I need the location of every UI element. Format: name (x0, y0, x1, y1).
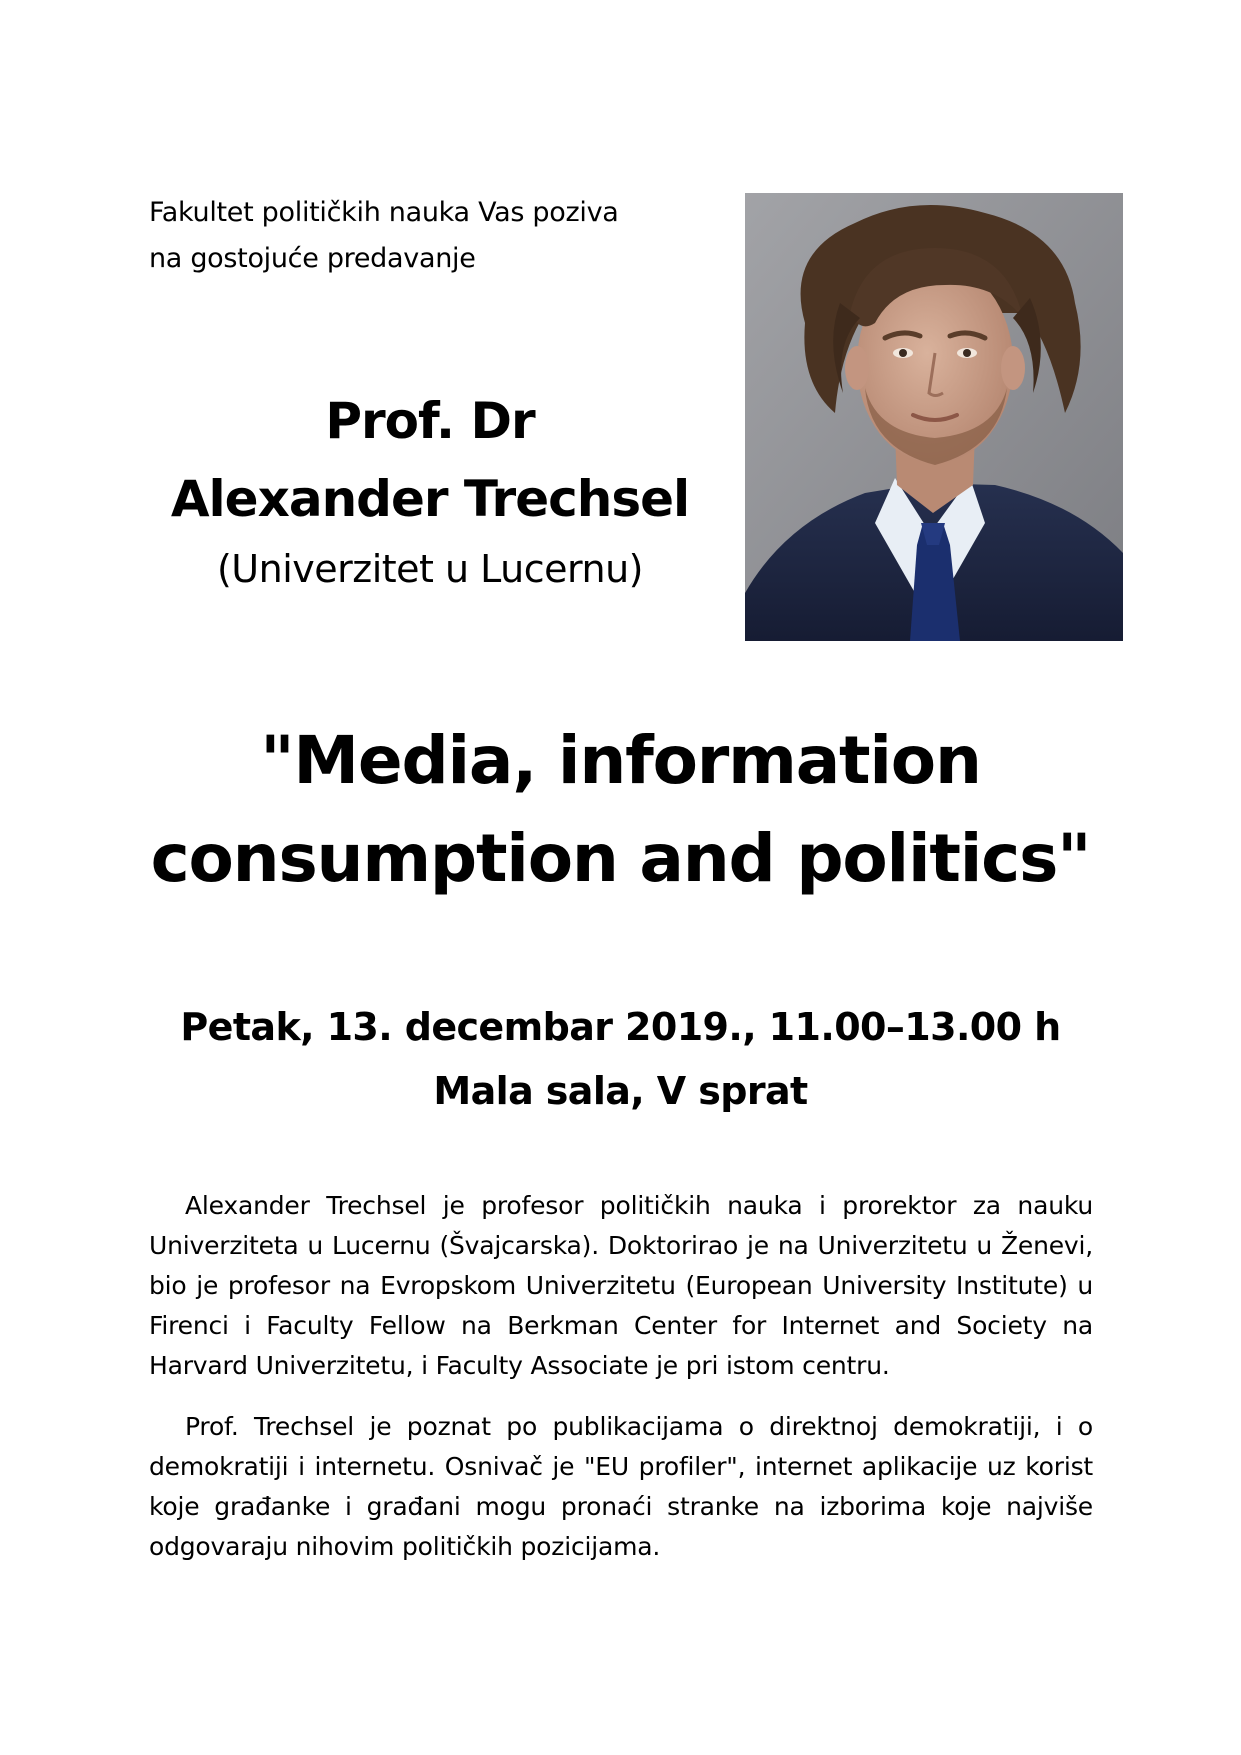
lecture-title-line-1: "Media, information (260, 722, 981, 799)
speaker-name: Alexander Trechsel (170, 470, 690, 528)
speaker-biography (149, 1186, 1093, 1588)
speaker-block (130, 382, 730, 600)
lecture-title-line-2: consumption and politics" (150, 820, 1091, 897)
speaker-portrait (745, 193, 1123, 641)
speaker-affiliation: (Univerzitet u Lucernu) (216, 547, 643, 591)
event-location: Mala sala, V sprat (433, 1069, 808, 1113)
event-details (60, 995, 1181, 1123)
bio-paragraph-2: Prof. Trechsel je poznat po publikacijama o direktnoj demokratiji, i o demokratiji i internetu. Osnivač je "EU profiler", internet aplikacije uz korist koje građanke i građani mogu pronaći stranke na izborima koje najviše odgovaraju nihovim političkih pozicijama. (149, 1412, 1093, 1561)
invitation-text (149, 190, 709, 282)
event-datetime: Petak, 13. decembar 2019., 11.00–13.00 h (180, 1005, 1061, 1049)
speaker-title: Prof. Dr (325, 392, 535, 450)
invitation-line-1: Fakultet političkih nauka Vas poziva (149, 197, 619, 228)
lecture-title (60, 712, 1181, 908)
bio-paragraph-1: Alexander Trechsel je profesor političkih nauka i prorektor za nauku Univerziteta u Lucernu (Švajcarska). Doktorirao je na Univerzitetu u Ženevi, bio je profesor na Evropskom Univerzitetu (European University Institute) u Firenci i Faculty Fellow na Berkman Center for Internet and Society na Harvard Univerzitetu, i Faculty Associate je pri istom centru. (149, 1191, 1093, 1380)
invitation-line-2: na gostojuće predavanje (149, 243, 476, 274)
